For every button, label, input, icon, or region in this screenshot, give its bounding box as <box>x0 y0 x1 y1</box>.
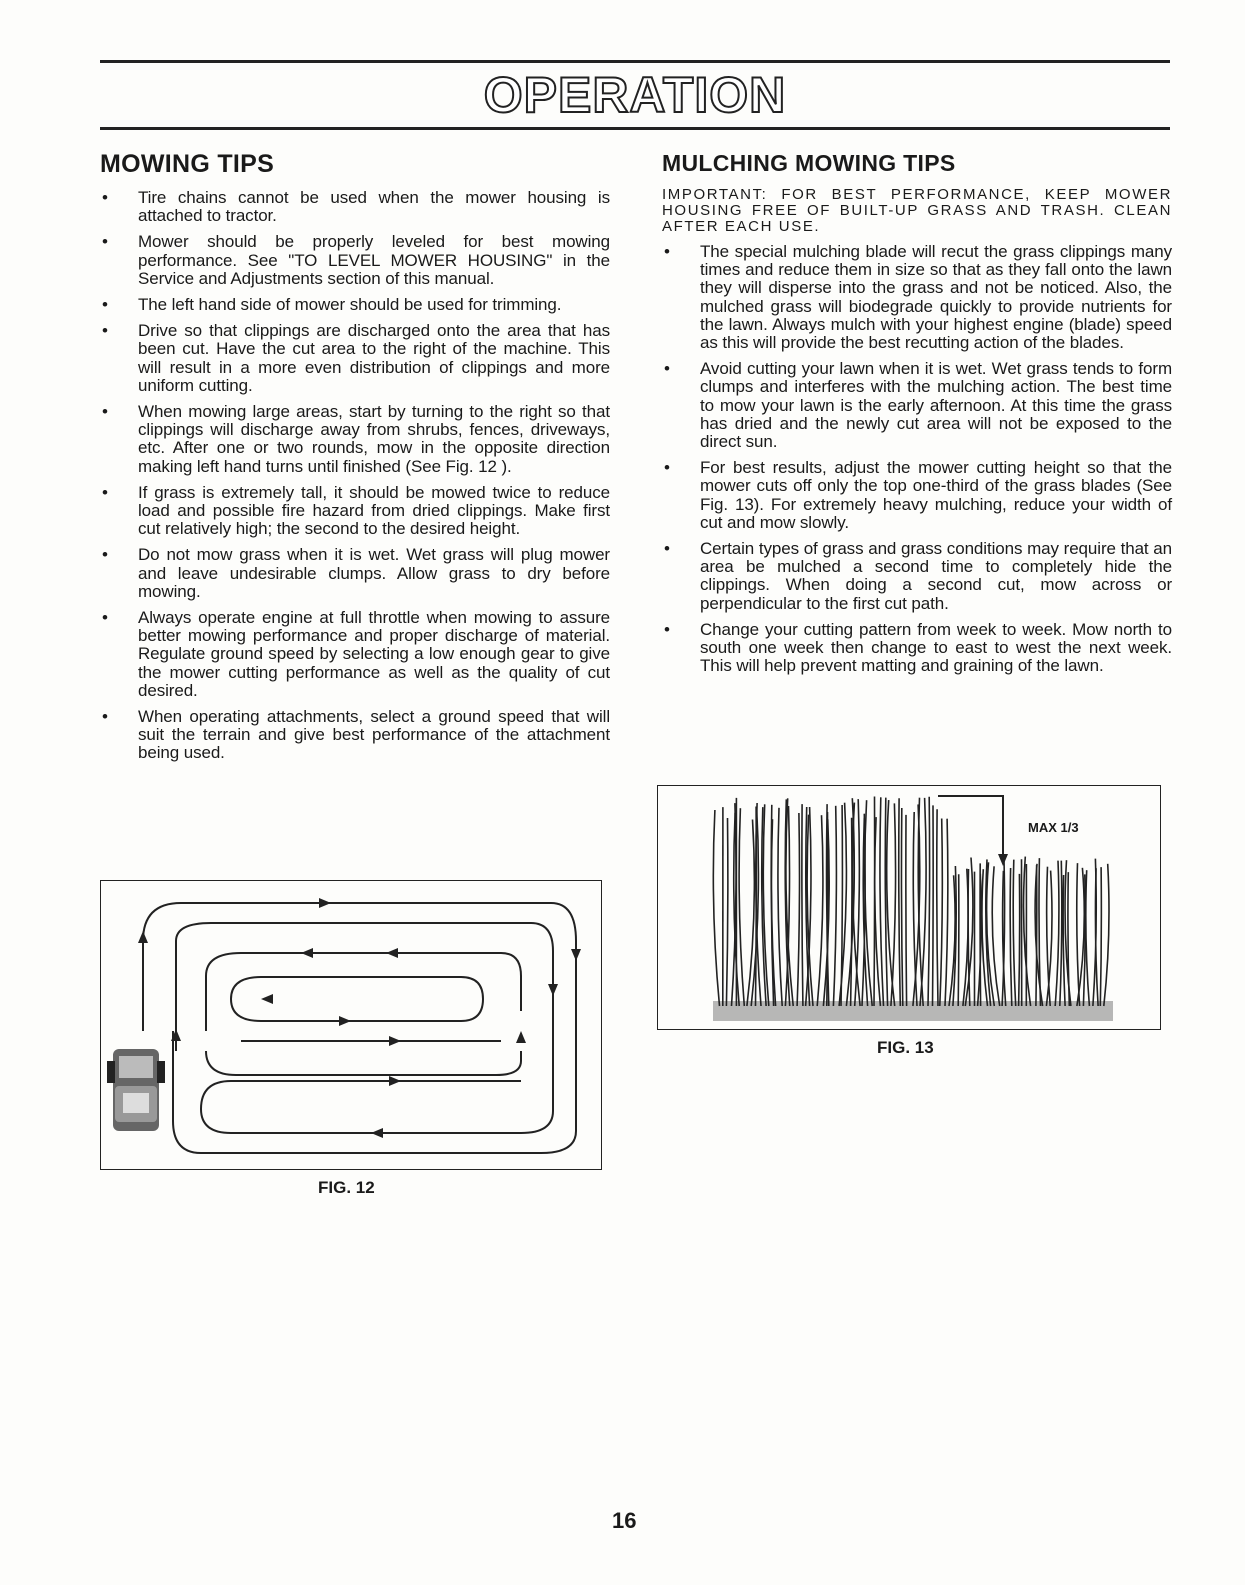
fig-13-caption: FIG. 13 <box>877 1038 934 1057</box>
tip-text: The left hand side of mower should be used for trimming. <box>138 295 562 315</box>
bullet-icon: • <box>664 359 670 379</box>
tip-text: When mowing large areas, start by turning to the right so that clippings will discharge away from shrubs, fences, driveways, etc. After one or two rounds, mow in the opposite direction making left hand turns until finished (See Fig. 12 ). <box>138 402 610 476</box>
grass-blade <box>1010 868 1012 1006</box>
grass-blade <box>1086 870 1090 1006</box>
tip-item <box>100 609 610 700</box>
grass-blade <box>1013 860 1015 1006</box>
bullet-icon: • <box>102 232 108 252</box>
mowing-tips-list <box>100 189 610 763</box>
grass-blade <box>1104 864 1109 1006</box>
tip-text: Avoid cutting your lawn when it is wet. Wet grass tends to form clumps and interferes with the mulching action. The best time to mow your lawn is the early afternoon. At this time the grass has dried and the newly cut area will not be exposed to the direct sun. <box>700 359 1172 452</box>
max-one-third-label: MAX 1/3 <box>1028 820 1079 835</box>
grass-blade <box>778 808 782 1006</box>
grass-blade <box>1047 867 1051 1006</box>
bullet-icon: • <box>102 482 108 502</box>
tip-item <box>100 322 610 395</box>
tip-item <box>662 360 1172 451</box>
bullet-icon: • <box>102 545 108 565</box>
grass-blade <box>901 808 902 1006</box>
grass-blade <box>1100 867 1101 1006</box>
grass-blade <box>851 818 852 1006</box>
tip-text: Do not mow grass when it is wet. Wet grass will plug mower and leave undesirable clumps. Allow grass to dry before mowing. <box>138 545 610 601</box>
bullet-icon: • <box>664 242 670 261</box>
fig-13-grass-height <box>657 785 1161 1030</box>
grass-blade <box>880 797 884 1006</box>
grass-blade <box>726 818 727 1006</box>
grass-blade <box>1055 861 1059 1006</box>
tip-text: Mower should be properly leveled for best mowing performance. See "TO LEVEL MOWER HOUSING" in the Service and Adjustments section of this manual. <box>138 232 610 288</box>
fig-12-mowing-pattern <box>100 880 602 1170</box>
grass-blade <box>797 813 799 1006</box>
grass-blade <box>968 869 970 1006</box>
grass-blade <box>937 809 938 1006</box>
grass-blade <box>841 805 842 1006</box>
tip-text: When operating attachments, select a ground speed that will suit the terrain and give best performance of the attachment being used. <box>138 707 610 763</box>
tip-item <box>100 403 610 476</box>
mulching-tips-heading: MULCHING MOWING TIPS <box>662 150 956 176</box>
bullet-icon: • <box>102 608 108 628</box>
grass-blade <box>958 874 959 1006</box>
grass-blade <box>980 863 981 1006</box>
grass-blade <box>817 815 823 1006</box>
tip-item <box>100 189 610 225</box>
tip-item <box>100 233 610 288</box>
tip-item <box>100 296 610 314</box>
grass-blade <box>906 815 907 1006</box>
tip-text: For best results, adjust the mower cutting height so that the mower cuts off only the top one-third of the grass blades (See Fig. 13). For extremely heavy mulching, reduce your width of cut and mow slowly. <box>700 458 1172 532</box>
mulching-tips-section <box>662 150 1172 683</box>
bullet-icon: • <box>102 707 108 727</box>
mowing-tips-section <box>100 150 610 771</box>
tip-text: Tire chains cannot be used when the mower housing is attached to tractor. <box>138 188 610 226</box>
grass-blades-diagram <box>658 786 1160 1029</box>
fig-12-caption: FIG. 12 <box>318 1178 375 1197</box>
bullet-icon: • <box>102 321 108 341</box>
bullet-icon: • <box>102 188 108 207</box>
grass-blade <box>1060 861 1062 1006</box>
grass-blade <box>913 812 917 1006</box>
tip-item <box>100 484 610 539</box>
tip-item <box>662 243 1172 352</box>
tip-item <box>662 459 1172 532</box>
bullet-icon: • <box>664 539 670 559</box>
grass-blade <box>739 808 744 1006</box>
grass-blade <box>992 866 999 1006</box>
header-top-rule <box>100 60 1170 63</box>
tractor-icon <box>107 1049 165 1131</box>
grass-blade <box>833 806 836 1006</box>
bullet-icon: • <box>664 458 670 478</box>
grass-blade <box>802 804 803 1006</box>
bullet-icon: • <box>664 619 670 639</box>
grass-blade <box>933 805 934 1006</box>
mulching-tips-list <box>662 243 1172 675</box>
grass-blade <box>940 819 943 1007</box>
grass-blade <box>899 798 901 1006</box>
page-title: OPERATION <box>483 67 787 123</box>
important-notice: IMPORTANT: FOR BEST PERFORMANCE, KEEP MOWER HOUSING FREE OF BUILT-UP GRASS AND TRASH. CLEAN AFTER EACH USE. <box>662 186 1172 235</box>
tip-item <box>662 621 1172 676</box>
tip-item <box>662 540 1172 613</box>
mowing-pattern-diagram <box>101 881 601 1169</box>
tip-text: The special mulching blade will recut the grass clippings many times and reduce them in size so that as they fall onto the lawn they will disperse into the grass and not be noticed. Also, the mulched grass will biodegrade quickly to provide nutrients for the lawn. Always mulch with your highest engine (blade) speed as this will provide the best recutting action of the blades. <box>700 242 1172 353</box>
tip-text: Certain types of grass and grass conditions may require that an area be mulched a second time to completely hide the clippings. When doing a second cut, mow across or perpendicular to the first cut path. <box>700 539 1172 613</box>
tip-text: If grass is extremely tall, it should be mowed twice to reduce load and possible fire hazard from dried clippings. Make first cut relatively high; the second to the desired height. <box>138 482 610 539</box>
grass-blade <box>945 819 948 1006</box>
grass-blade <box>1077 863 1080 1006</box>
header-bottom-rule <box>100 127 1170 130</box>
tip-text: Always operate engine at full throttle when mowing to assure better mowing performance and proper discharge of material. Regulate ground speed by selecting a low enough gear to give the mower cutting performance as well as the quality of cut desired. <box>138 608 610 700</box>
tip-item <box>100 708 610 763</box>
tip-text: Drive so that clippings are discharged onto the area that has been cut. Have the cut area to the right of the machine. This will result in a more even distribution of clippings and more uniform cutting. <box>138 321 610 395</box>
grass-blade <box>928 797 930 1006</box>
page-number: 16 <box>612 1508 637 1533</box>
grass-blade <box>1019 874 1020 1006</box>
mowing-tips-heading: MOWING TIPS <box>100 150 275 178</box>
tip-item <box>100 546 610 601</box>
tip-text: Change your cutting pattern from week to week. Mow north to south one week then change to east to west the next week. This will help prevent matting and graining of the lawn. <box>700 619 1172 676</box>
grass-blade <box>713 810 719 1006</box>
bullet-icon: • <box>102 295 108 315</box>
bullet-icon: • <box>102 402 108 422</box>
